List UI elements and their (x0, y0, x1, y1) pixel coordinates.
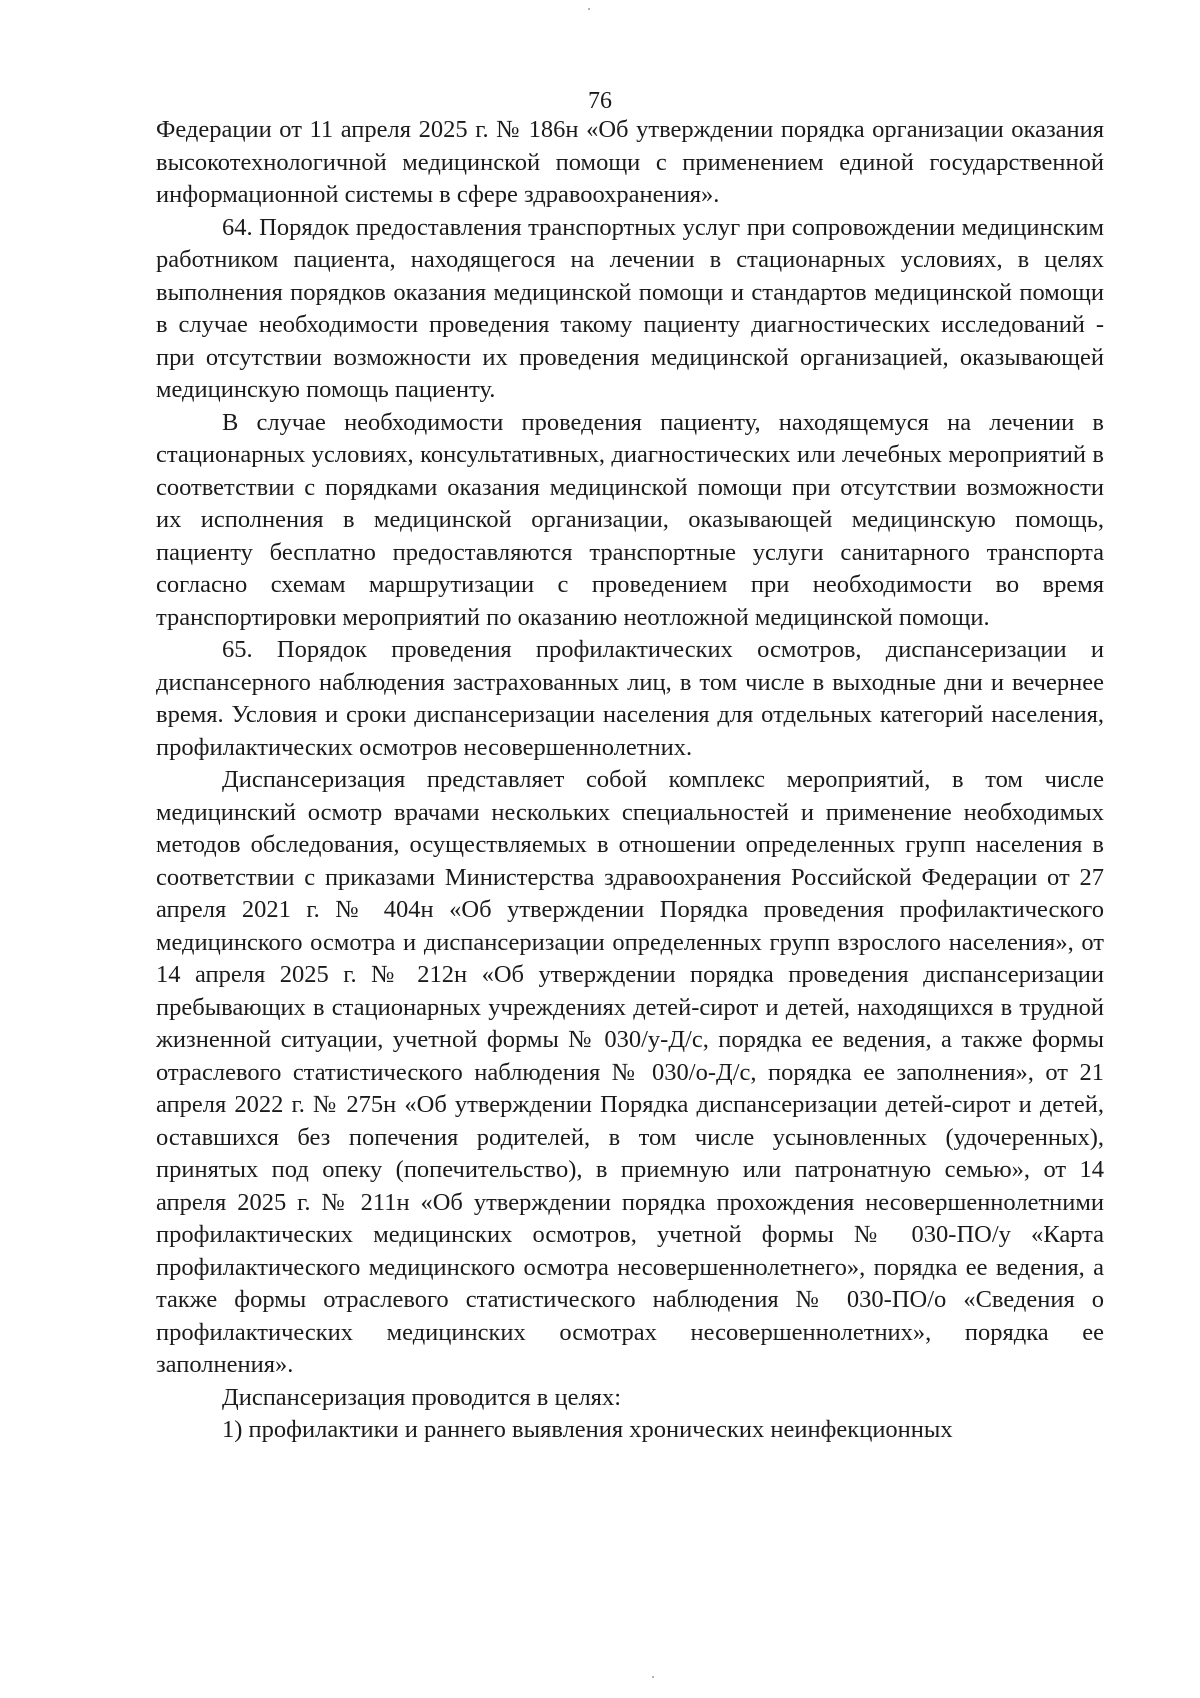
paragraph-goal-1-start: 1) профилактики и раннего выявления хронических неинфекционных (222, 1416, 953, 1443)
page-number: 76 (588, 88, 612, 114)
scan-speck (652, 1676, 654, 1678)
paragraph-sanitary-transport: В случае необходимости проведения пациенту, находящемуся на лечении в стационарных условиях, консультативных, диагностических или лечебных мероприятий в соответствии с порядками оказания медицинской помощи при отсутствии возможности их исполнения в медицинской организации, оказывающей медицинскую помощь, пациенту бесплатно предоставляются транспортные услуги санитарного транспорта согласно схемам маршрутизации с проведением при необходимости во время транспортировки мероприятий по оказанию неотложной медицинской помощи. (156, 408, 1104, 631)
paragraph-65-preventive-examinations: 65. Порядок проведения профилактических осмотров, диспансеризации и диспансерного наблюдения застрахованных лиц, в том числе в выходные дни и вечернее время. Условия и сроки диспансеризации населения для отдельных категорий населения, профилактических осмотров несовершеннолетних. (156, 636, 1104, 761)
paragraph-dispensarization-definition: Диспансеризация представляет собой комплекс мероприятий, в том числе медицинский осмотр врачами нескольких специальностей и применение необходимых методов обследования, осуществляемых в отношении определенных групп населения в соответствии с приказами Министерства здравоохранения Российской Федерации от 27 апреля 2021 г. № 404н «Об утверждении Порядка проведения профилактического медицинского осмотра и диспансеризации определенных групп взрослого населения», от 14 апреля 2025 г. № 212н «Об утверждении порядка проведения диспансеризации пребывающих в стационарных учреждениях детей-сирот и детей, находящихся в трудной жизненной ситуации, учетной формы № 030/у-Д/с, порядка ее ведения, а также формы отраслевого статистического наблюдения № 030/о-Д/с, порядка ее заполнения», от 21 апреля 2022 г. № 275н «Об утверждении Порядка диспансеризации детей-сирот и детей, оставшихся без попечения родителей, в том числе усыновленных (удочеренных), принятых под опеку (попечительство), в приемную или патронатную семью», от 14 апреля 2025 г. № 211н «Об утверждении порядка прохождения несовершеннолетними профилактических медицинских осмотров, учетной формы № 030-ПО/у «Карта профилактического медицинского осмотра несовершеннолетнего», порядка ее ведения, а также формы отраслевого статистического наблюдения № 030-ПО/о «Сведения о профилактических медицинских осмотрах несовершеннолетних», порядка ее заполнения». (156, 766, 1104, 1378)
paragraph-continuation-order-186n: Федерации от 11 апреля 2025 г. № 186н «Об утверждении порядка организации оказания высокотехнологичной медицинской помощи с применением единой государственной информационной системы в сфере здравоохранения». (156, 116, 1104, 208)
paragraph-dispensarization-goals: Диспансеризация проводится в целях: (222, 1383, 622, 1411)
document-body (156, 114, 1104, 1447)
paragraph-64-transport-services: 64. Порядок предоставления транспортных услуг при сопровождении медицинским работником пациента, находящегося на лечении в стационарных условиях, в целях выполнения порядков оказания медицинской помощи и стандартов медицинской помощи в случае необходимости проведения такому пациенту диагностических исследований - при отсутствии возможности их проведения медицинской организацией, оказывающей медицинскую помощь пациенту. (156, 213, 1104, 403)
scan-speck (588, 8, 590, 10)
